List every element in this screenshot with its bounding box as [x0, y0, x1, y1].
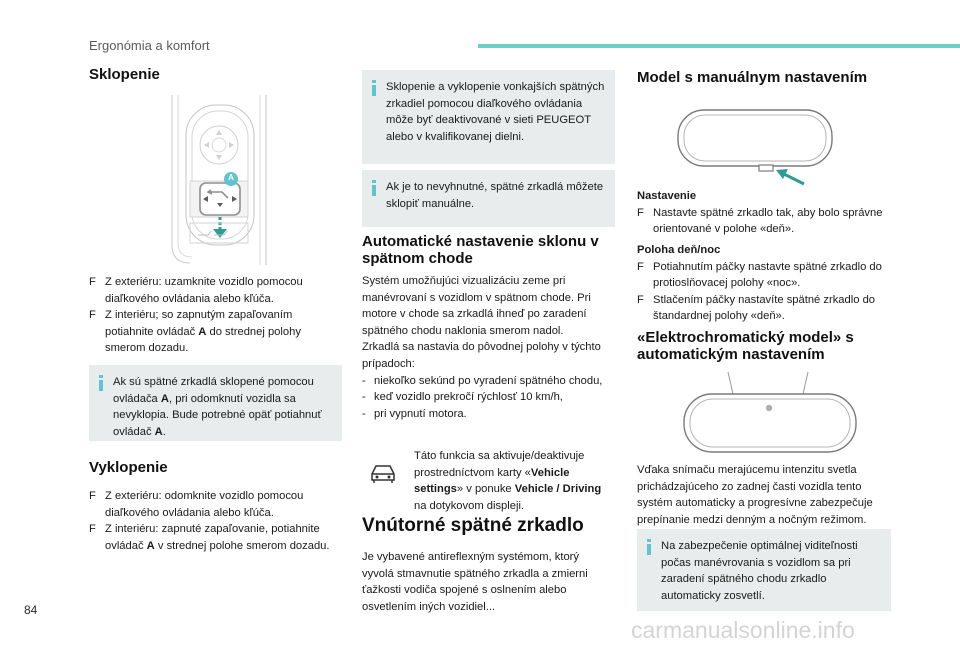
car-settings-icon — [368, 462, 398, 484]
info-icon — [645, 539, 653, 555]
heading-manual-model: Model s manuálnym nastavením — [637, 69, 868, 86]
list-item: - niekoľko sekúnd po vyradení spätného chodu, — [362, 374, 603, 387]
bullet-mark: F — [89, 523, 96, 536]
fold-instructions — [89, 274, 337, 357]
bullet-mark: F — [89, 309, 96, 322]
inner-mirror-text: Je vybavené antireflexným systémom, ktorý vyvolá stmavnutie spätného zrkadla a zmierni ťažkosti vodiča spojené s oslnením alebo osvetlením iných vozidiel... — [362, 551, 588, 613]
tip-text: Táto funkcia sa aktivuje/deaktivuje prostredníctvom karty «Vehicle settings» v ponuke Vehicle / Driving na dotykovom displeji. — [414, 450, 602, 512]
electro-text: Vďaka snímaču merajúcemu intenzitu svetla prichádzajúceho zo zadnej časti vozidla tento systém automaticky a progresívne zabezpečuje prepínanie medzi denným a nočným režimom. — [637, 464, 873, 526]
list-item: - keď vozidlo prekročí rýchlosť 10 km/h, — [362, 391, 563, 404]
paragraph: Systém umožňujúci vizualizáciu zeme pri manévrovaní s vozidlom v spätnom chode. Pri motore v chode sa zrkadlá ihneď po zaradení spätného chodu naklonia smerom nadol. — [362, 275, 591, 337]
daynight-label: Poloha deň/noc — [637, 244, 721, 256]
info-icon — [97, 375, 105, 391]
heading-fold: Sklopenie — [89, 66, 160, 83]
figure-label-a: A — [228, 173, 234, 182]
note-box-electro: Na zabezpečenie optimálnej viditeľnosti počas manévrovania s vozidlom sa pri zaradení spätného chodu zrkadlo automaticky zosvetlí. — [637, 529, 891, 611]
setting-block — [637, 188, 887, 238]
list-item: F Z exteriéru: odomknite vozidlo pomocou diaľkového ovládania alebo kľúča. — [89, 490, 304, 519]
paragraph: Zrkadlá sa nastavia do pôvodnej polohy v týchto prípadoch: — [362, 341, 601, 370]
bullet-mark: F — [89, 490, 96, 502]
list-item: - pri vypnutí motora. — [362, 407, 467, 420]
info-icon — [370, 180, 378, 196]
list-item: F Z exteriéru: uzamknite vozidlo pomocou diaľkového ovládania alebo kľúča. — [89, 276, 303, 305]
watermark: carmanualsonline.info — [631, 617, 855, 643]
list-item: F Z interiéru: zapnuté zapaľovanie, potiahnite ovládač A v strednej polohe smerom dozadu. — [89, 523, 330, 552]
note-box-manual-fold: Ak je to nevyhnutné, spätné zrkadlá môžete sklopiť manuálne. — [362, 170, 615, 227]
note-box-remote: Sklopenie a vyklopenie vonkajších spätných zrkadiel pomocou diaľkového ovládania môže byť deaktivované v sieti PEUGEOT alebo v kvalifikovanej dielni. — [362, 70, 615, 164]
auto-tilt-text — [362, 273, 612, 422]
list-item: F Nastavte spätné zrkadlo tak, aby bolo správne orientované v polohe «deň». — [637, 206, 883, 236]
list-item: F Potiahnutím páčky nastavte spätné zrkadlo do protioslňovacej polohy «noc». — [637, 260, 882, 290]
unfold-instructions — [89, 488, 337, 554]
setting-label: Nastavenie — [637, 190, 697, 202]
info-icon — [370, 80, 378, 96]
manual-mirror-illustration — [672, 102, 842, 188]
note-box-fold: Ak sú spätné zrkadlá sklopené pomocou ovládača A, pri odomknutí vozidla sa nevyklopia. Bude potrebné opäť potiahnuť ovládač A. — [89, 365, 342, 441]
daynight-block — [637, 242, 887, 325]
door-control-drawing — [162, 95, 282, 265]
list-item: F Stlačením páčky nastavíte spätné zrkadlo do štandardnej polohy «deň». — [637, 293, 876, 323]
heading-electrochromatic: «Elektrochromatický model» s automatickým nastavením — [637, 329, 854, 363]
door-control-illustration — [162, 95, 282, 265]
heading-auto-tilt: Automatické nastavenie sklonu v spätnom chode — [362, 233, 599, 267]
heading-unfold: Vyklopenie — [89, 459, 168, 476]
page-number: 84 — [24, 603, 38, 617]
list-item: F Z interiéru; so zapnutým zapaľovaním potiahnite ovládač A do strednej polohy smerom dozadu. — [89, 309, 301, 355]
section-title: Ergonómia a komfort — [89, 38, 210, 53]
electro-mirror-illustration — [680, 368, 860, 456]
bullet-mark: F — [89, 276, 96, 288]
heading-inner-mirror: Vnútorné spätné zrkadlo — [362, 515, 584, 536]
header-accent-bar — [478, 44, 960, 48]
